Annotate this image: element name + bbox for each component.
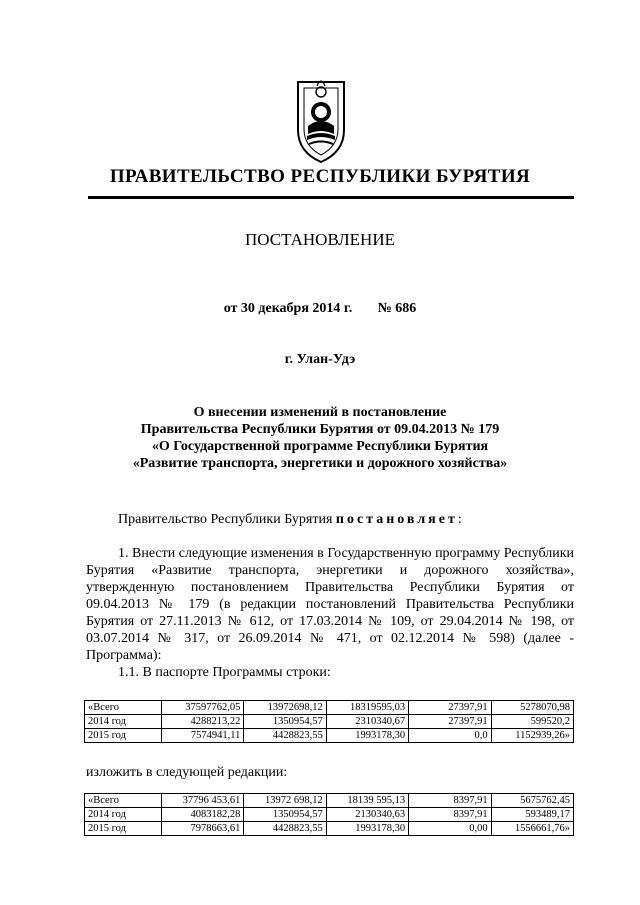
table-cell: 1350954,57 (244, 808, 326, 822)
coat-of-arms-emblem (290, 72, 352, 164)
table-cell: 1152939,26» (491, 729, 573, 743)
government-title: ПРАВИТЕЛЬСТВО РЕСПУБЛИКИ БУРЯТИЯ (109, 166, 531, 187)
subject-line: Правительства Республики Бурятия от 09.04.2013 № 179 (140, 422, 500, 437)
table-cell: 1993178,30 (326, 729, 408, 743)
table-row (85, 808, 574, 822)
table-cell: 0,00 (409, 822, 491, 836)
table-cell: 2015 год (85, 729, 162, 743)
old-values-table (84, 700, 574, 743)
table-cell: 27397,91 (409, 701, 491, 715)
table-cell: 1350954,57 (244, 715, 326, 729)
decree-paragraph (86, 511, 574, 528)
table-cell: 1993178,30 (326, 822, 408, 836)
decree-word: постановляет (335, 512, 458, 527)
table-cell: 4083182,28 (162, 808, 244, 822)
decree-suffix: : (457, 512, 462, 527)
table-cell: 593489,17 (491, 808, 573, 822)
document-date-line (0, 301, 640, 317)
table-cell: 2014 год (85, 715, 162, 729)
table-cell: 27397,91 (409, 715, 491, 729)
subject-line: «О Государственной программе Республики Бурятия (151, 439, 489, 454)
item-1-1-paragraph: 1.1. В паспорте Программы строки: (118, 665, 331, 680)
table-cell: 2015 год (85, 822, 162, 836)
table-cell: «Всего (85, 794, 162, 808)
decree-prefix: Правительство Республики Бурятия (118, 512, 336, 527)
document-subject (60, 404, 580, 472)
table-cell: 7574941,11 (162, 729, 244, 743)
document-date: от 30 декабря 2014 г. (223, 301, 353, 316)
table-row (85, 794, 574, 808)
table-cell: 599520,2 (491, 715, 573, 729)
table-cell: 13972 698,12 (244, 794, 326, 808)
new-values-table (84, 793, 574, 836)
table-cell: 1556661,76» (491, 822, 573, 836)
document-number: № 686 (377, 301, 417, 316)
table-cell: 0,0 (409, 729, 491, 743)
document-place: г. Улан-Удэ (284, 352, 356, 367)
table-cell: 8397,91 (409, 794, 491, 808)
replace-instruction: изложить в следующей редакции: (86, 765, 288, 780)
table-row (85, 701, 574, 715)
table-cell: «Всего (85, 701, 162, 715)
header-divider (88, 196, 574, 199)
table-cell: 2014 год (85, 808, 162, 822)
table-cell: 13972698,12 (244, 701, 326, 715)
table-cell: 2130340,63 (326, 808, 408, 822)
table-cell: 5675762,45 (491, 794, 573, 808)
table-row (85, 729, 574, 743)
table-cell: 18319595,03 (326, 701, 408, 715)
table-cell: 7978663,61 (162, 822, 244, 836)
table-cell: 18139 595,13 (326, 794, 408, 808)
table-cell: 4428823,55 (244, 729, 326, 743)
subject-line: «Развитие транспорта, энергетики и дорожного хозяйства» (132, 456, 508, 471)
table-cell: 2310340,67 (326, 715, 408, 729)
table-cell: 4288213,22 (162, 715, 244, 729)
table-cell: 8397,91 (409, 808, 491, 822)
subject-line: О внесении изменений в постановление (193, 405, 447, 420)
document-type: ПОСТАНОВЛЕНИЕ (244, 230, 395, 249)
table-cell: 5278070,98 (491, 701, 573, 715)
table-cell: 37796 453,61 (162, 794, 244, 808)
item-1-paragraph: 1. Внести следующие изменения в Государственную программу Республики Бурятия «Развитие транспорта, энергетики и дорожного хозяйства», утвержденную постановлением Правительства Республики Бурятия от 09.04.2013 № 179 (в редакции постановлений Правительства Республики Бурятия от 27.11.2013 № 612, от 17.03.2014 № 109, от 29.04.2014 № 198, от 03.07.2014 № 317, от 26.09.2014 № 471, от 02.12.2014 № 598) (далее - Программа): (86, 546, 574, 663)
table-row (85, 715, 574, 729)
table-cell: 37597762,05 (162, 701, 244, 715)
table-cell: 4428823,55 (244, 822, 326, 836)
table-row (85, 822, 574, 836)
